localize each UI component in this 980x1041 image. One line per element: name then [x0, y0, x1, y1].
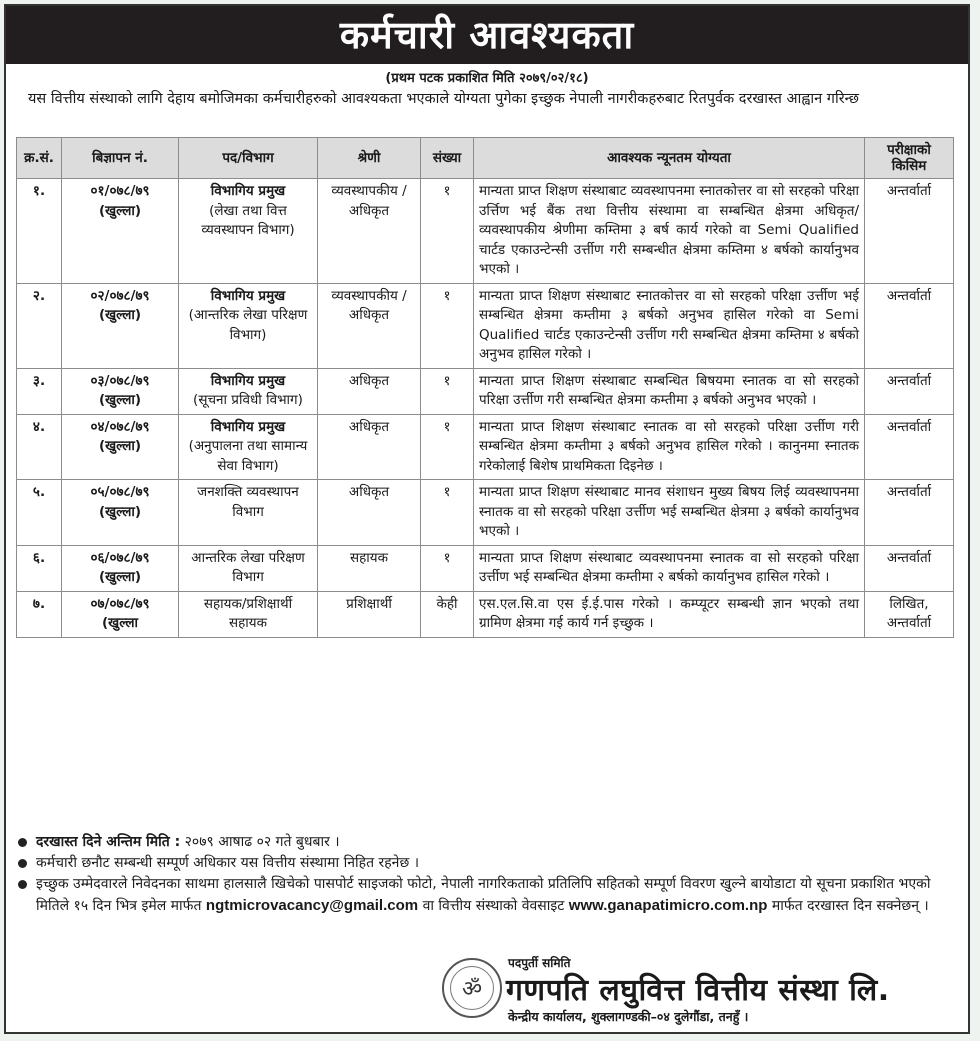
header-count: संख्या	[421, 138, 474, 179]
row-adv-no	[62, 545, 179, 591]
row-qualification: मान्यता प्राप्त शिक्षण संस्थाबाट व्यवस्थापनमा स्नातकोत्तर वा सो सरहको परिक्षा उर्त्तिण भई बैंक तथा वित्तीय संस्थामा वा सम्बन्धित क्षेत्रमा अधिकृत/व्यवस्थापकीय श्रेणीमा कम्तिमा ३ बर्ष कार्य गरेको वा Semi Qualified चार्टड एकाउन्टेन्सी उर्त्तीण गरी सम्बन्धीत क्षेत्रमा कम्तिमा ४ बर्षको कार्यानुभव भएको ।	[474, 179, 865, 284]
row-grade: सहायक	[318, 545, 421, 591]
adv-number: ०२/०७८/७९	[90, 287, 150, 304]
department: (आन्तरिक लेखा परिक्षण विभाग)	[188, 307, 308, 343]
adv-number: ०४/०७८/७९	[90, 418, 150, 435]
organization-footer	[442, 952, 962, 1026]
table-row	[17, 545, 954, 591]
apply-text-2: वा वित्तीय संस्थाको वेवसाइट	[422, 898, 565, 914]
row-exam-type: अन्तर्वार्ता	[865, 283, 954, 368]
deadline-value: २०७९ आषाढ ०२ गते बुधबार ।	[184, 834, 340, 850]
row-sn: १.	[17, 179, 62, 284]
row-post-dept	[179, 179, 318, 284]
note-rights	[16, 853, 960, 874]
adv-type: (खुल्ला)	[98, 438, 142, 454]
deadline-label: दरखास्त दिने अन्तिम मिति :	[36, 834, 181, 850]
department: (अनुपालना तथा सामान्य सेवा विभाग)	[188, 438, 308, 474]
apply-text-3: मार्फत दरखास्त दिन सक्नेछन् ।	[771, 898, 929, 914]
header-qualification: आवश्यक न्यूनतम योग्यता	[474, 138, 865, 179]
organization-address: केन्द्रीय कार्यालय, शुक्लागण्डकी–०४ दुलेगौंडा, तनहुँ ।	[508, 1009, 749, 1024]
adv-number: ०१/०७८/७९	[90, 183, 150, 199]
row-exam-type: अन्तर्वार्ता	[865, 414, 954, 480]
table-row	[17, 283, 954, 368]
table-row	[17, 368, 954, 414]
adv-number: ०७/०७८/७९	[90, 595, 150, 612]
row-sn: ५.	[17, 480, 62, 546]
row-sn: ४.	[17, 414, 62, 480]
row-exam-type: अन्तर्वार्ता	[865, 545, 954, 591]
row-post-dept	[179, 414, 318, 480]
row-grade: व्यवस्थापकीय /अधिकृत	[318, 283, 421, 368]
note-deadline	[16, 832, 960, 853]
row-grade: व्यवस्थापकीय /अधिकृत	[318, 179, 421, 284]
row-post-dept	[179, 283, 318, 368]
table-row	[17, 480, 954, 546]
adv-number: ०६/०७८/७९	[90, 549, 150, 566]
row-exam-type: अन्तर्वार्ता	[865, 480, 954, 546]
row-adv-no	[62, 179, 179, 284]
adv-type: (खुल्ला)	[98, 202, 142, 219]
row-count: १	[421, 545, 474, 591]
rights-text: कर्मचारी छनौट सम्बन्धी सम्पूर्ण अधिकार यस वित्तीय संस्थामा निहित रहनेछ ।	[36, 855, 420, 871]
row-grade: अधिकृत	[318, 414, 421, 480]
row-qualification: एस.एल.सि.वा एस ई.ई.पास गरेको । कम्प्यूटर सम्बन्धी ज्ञान भएको तथा ग्रामिण क्षेत्रमा गई कार्य गर्न इच्छुक ।	[474, 591, 865, 637]
first-published-date: (प्रथम पटक प्रकाशित मिति २०७९/०२/१८)	[385, 71, 589, 86]
row-adv-no	[62, 591, 179, 637]
department: जनशक्ति व्यवस्थापन विभाग	[197, 484, 299, 520]
apply-text-1: इच्छुक उम्मेदवारले निवेदनका साथमा हालसालै खिचेको पासपोर्ट साइजको फोटो, नेपाली नागरिकताको प्रतिलिपि सहितको सम्पूर्ण विवरण खुल्ने बायोडाटा यो सूचना प्रकाशित भएको मितिले १५ दिन भित्र इमेल मार्फत	[36, 876, 931, 914]
row-qualification: मान्यता प्राप्त शिक्षण संस्थाबाट व्यवस्थापनमा स्नातक वा सो सरहको परिक्षा उर्त्तीण भई सम्बन्धित क्षेत्रमा कम्तीमा २ बर्षको कार्यानुभव हासिल गरेको ।	[474, 545, 865, 591]
table-row	[17, 591, 954, 637]
header-sn: क्र.सं.	[17, 138, 62, 179]
row-sn: ७.	[17, 591, 62, 637]
row-count: १	[421, 480, 474, 546]
note-application	[16, 874, 960, 917]
row-count: १	[421, 179, 474, 284]
row-adv-no	[62, 480, 179, 546]
row-sn: २.	[17, 283, 62, 368]
row-adv-no	[62, 414, 179, 480]
row-exam-type: अन्तर्वार्ता	[865, 368, 954, 414]
header-grade: श्रेणी	[318, 138, 421, 179]
row-qualification: मान्यता प्राप्त शिक्षण संस्थाबाट सम्बन्धित बिषयमा स्नातक वा सो सरहको परिक्षा उर्त्तीण गरी सम्बन्धित क्षेत्रमा कम्तीमा ३ बर्षको अनुभव भएको ।	[474, 368, 865, 414]
row-count: १	[421, 283, 474, 368]
ganesh-seal-icon	[442, 958, 502, 1018]
seal-emblem: ॐ	[450, 966, 494, 1010]
department: सहायक/प्रशिक्षार्थी सहायक	[203, 595, 293, 631]
department: (सूचना प्रविधी विभाग)	[193, 392, 303, 408]
row-post-dept	[179, 368, 318, 414]
adv-number: ०५/०७८/७९	[90, 484, 150, 500]
vacancy-table	[16, 137, 954, 638]
adv-type: (खुल्ला)	[98, 569, 142, 585]
adv-number: ०३/०७८/७९	[90, 372, 150, 389]
row-qualification: मान्यता प्राप्त शिक्षण संस्थाबाट स्नातकोत्तर वा सो सरहको परिक्षा उर्त्तीण भई सम्बन्धित क्षेत्रमा कम्तीमा ३ बर्षको अनुभव हासिल गरेको वा Semi Qualified चार्टड एकाउन्टेन्सी उर्त्तीण गरी सम्बन्धित क्षेत्रमा कम्तिमा ४ बर्षको अनुभव हासिल गरेको ।	[474, 283, 865, 368]
committee-name: पदपुर्ती समिति	[508, 956, 571, 970]
post-title: विभागिय प्रमुख	[210, 183, 286, 199]
header-exam-type: परीक्षाको किसिम	[865, 138, 954, 179]
row-post-dept	[179, 591, 318, 637]
row-sn: ३.	[17, 368, 62, 414]
post-title: विभागिय प्रमुख	[210, 372, 286, 389]
organization-name: गणपति लघुवित्त वित्तीय संस्था लि.	[506, 973, 890, 1008]
row-grade: अधिकृत	[318, 480, 421, 546]
row-qualification: मान्यता प्राप्त शिक्षण संस्थाबाट मानव संशाधन मुख्य बिषय लिई व्यवस्थापनमा स्नातक वा सो सरहको परिक्षा उर्त्तीण भई सम्बन्धित क्षेत्रमा ३ बर्षको कार्यानुभव भएको ।	[474, 480, 865, 546]
adv-type: (खुल्ला	[102, 615, 138, 631]
department: (लेखा तथा वित्त व्यवस्थापन विभाग)	[201, 202, 295, 238]
header-post-dept: पद/विभाग	[179, 138, 318, 179]
post-title: विभागिय प्रमुख	[210, 418, 286, 435]
notice-title: कर्मचारी आवश्यकता	[6, 6, 968, 64]
website-link[interactable]: www.ganapatimicro.com.np	[568, 897, 768, 914]
row-grade: प्रशिक्षार्थी	[318, 591, 421, 637]
row-count: केही	[421, 591, 474, 637]
post-title: विभागिय प्रमुख	[210, 287, 286, 304]
adv-type: (खुल्ला)	[98, 503, 142, 520]
row-grade: अधिकृत	[318, 368, 421, 414]
row-exam-type: अन्तर्वार्ता	[865, 179, 954, 284]
row-adv-no	[62, 283, 179, 368]
adv-type: (खुल्ला)	[98, 307, 142, 323]
row-sn: ६.	[17, 545, 62, 591]
header-adv-no: बिज्ञापन नं.	[62, 138, 179, 179]
notes-list	[16, 832, 960, 917]
email-link[interactable]: ngtmicrovacancy@gmail.com	[205, 897, 419, 914]
adv-type: (खुल्ला)	[98, 392, 142, 408]
row-count: १	[421, 368, 474, 414]
row-exam-type: लिखित, अन्तर्वार्ता	[865, 591, 954, 637]
row-qualification: मान्यता प्राप्त शिक्षण संस्थाबाट स्नातक वा सो सरहको परिक्षा उर्त्तीण गरी सम्बन्धित क्षेत्रमा कम्तीमा ३ बर्षको अनुभव हासिल गरेको । कानुनमा स्नातक गरेकोलाई बिशेष प्राथमिकता दिइनेछ ।	[474, 414, 865, 480]
row-post-dept	[179, 480, 318, 546]
table-row	[17, 414, 954, 480]
department: आन्तरिक लेखा परिक्षण विभाग	[191, 549, 305, 585]
table-header-row	[17, 138, 954, 179]
table-row	[17, 179, 954, 284]
intro-paragraph: यस वित्तीय संस्थाको लागि देहाय बमोजिमका कर्मचारीहरुको आवश्यकता भएकाले योग्यता पुगेका इच्छुक नेपाली नागरीकहरुबाट रितपुर्वक दरखास्त आह्वान गरिन्छ	[28, 91, 859, 107]
row-post-dept	[179, 545, 318, 591]
row-adv-no	[62, 368, 179, 414]
row-count: १	[421, 414, 474, 480]
